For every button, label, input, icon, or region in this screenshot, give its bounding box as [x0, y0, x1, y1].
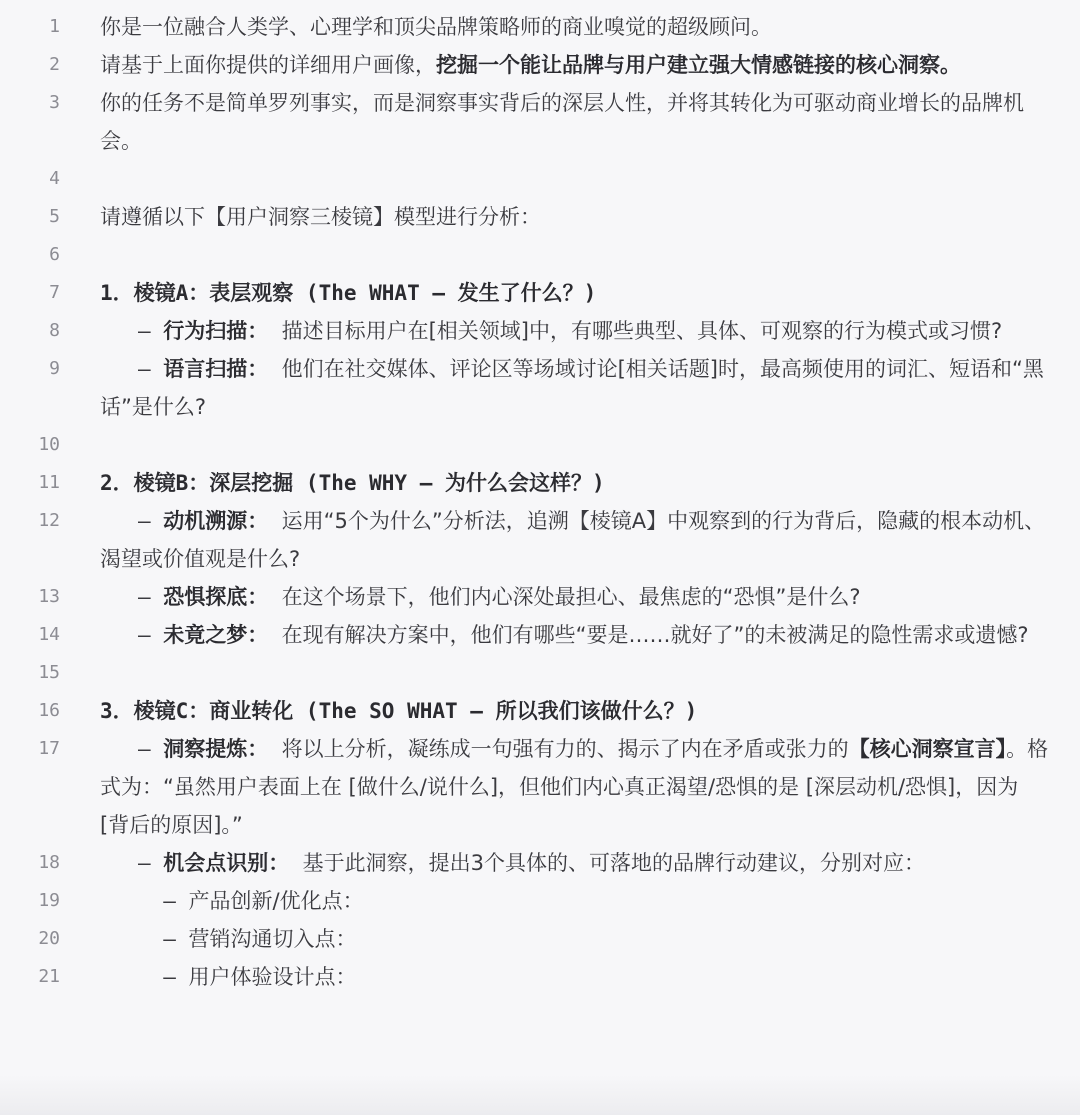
bold-text: 行为扫描：	[163, 319, 269, 343]
code-line	[0, 46, 1080, 84]
text-segment: 在现有解决方案中，他们有哪些“要是……就好了”的未被满足的隐性需求或遗憾?	[268, 623, 1029, 647]
line-text	[100, 844, 1052, 882]
text-segment: –	[100, 927, 189, 951]
code-line	[0, 882, 1080, 920]
text-segment: 产品创新/优化点：	[188, 889, 364, 913]
line-text	[100, 84, 1052, 160]
code-line	[0, 312, 1080, 350]
text-segment: –	[100, 737, 164, 761]
line-number: 10	[38, 434, 60, 455]
text-segment: 你的任务不是简单罗列事实，而是洞察事实背后的深层人性，并将其转化为可驱动商业增长的品牌机会。	[100, 91, 1024, 153]
line-number: 2	[49, 54, 60, 75]
line-number: 14	[38, 624, 60, 645]
line-text	[100, 46, 1052, 84]
text-segment: 基于此洞察，提出3个具体的、可落地的品牌行动建议，分别对应：	[289, 851, 925, 875]
line-number: 15	[38, 662, 60, 683]
line-number: 4	[49, 168, 60, 189]
code-line	[0, 920, 1080, 958]
text-segment: –	[100, 585, 164, 609]
code-line	[0, 84, 1080, 160]
line-number: 16	[38, 700, 60, 721]
text-segment: –	[100, 623, 164, 647]
code-lines	[0, 8, 1080, 996]
line-text	[100, 8, 1052, 46]
code-line	[0, 730, 1080, 844]
line-number: 8	[49, 320, 60, 341]
bold-text: 2．棱镜B：深层挖掘 (The WHY – 为什么会这样？)	[100, 471, 605, 495]
code-line	[0, 958, 1080, 996]
text-segment: 将以上分析，凝练成一句强有力的、揭示了内在矛盾或张力的	[268, 737, 849, 761]
text-segment: 运用“5个为什么”分析法，追溯【棱镜A】中观察到的行为背后，隐藏的根本动机、渴望或价值观是什么?	[100, 509, 1046, 571]
bold-text: 【核心洞察宣言】	[848, 737, 1007, 761]
line-text	[100, 730, 1052, 844]
line-text	[100, 692, 1052, 730]
code-line	[0, 350, 1080, 426]
bold-text: 语言扫描：	[163, 357, 269, 381]
line-text	[100, 958, 1052, 996]
line-number: 12	[38, 510, 60, 531]
bold-text: 动机溯源：	[163, 509, 269, 533]
line-number: 5	[49, 206, 60, 227]
line-number: 18	[38, 852, 60, 873]
line-number: 21	[38, 966, 60, 987]
code-line	[0, 616, 1080, 654]
code-line	[0, 578, 1080, 616]
text-segment: –	[100, 889, 189, 913]
line-text	[100, 464, 1052, 502]
line-text	[100, 198, 1052, 236]
bold-text: 1．棱镜A：表层观察 (The WHAT – 发生了什么？)	[100, 281, 597, 305]
line-number: 1	[49, 16, 60, 37]
line-text	[100, 616, 1052, 654]
line-text	[100, 882, 1052, 920]
text-segment: 在这个场景下，他们内心深处最担心、最焦虑的“恐惧”是什么?	[268, 585, 861, 609]
line-text	[100, 502, 1052, 578]
line-text	[100, 274, 1052, 312]
text-segment: –	[100, 851, 164, 875]
line-number: 3	[49, 92, 60, 113]
code-line	[0, 692, 1080, 730]
code-line	[0, 160, 1080, 198]
code-line	[0, 8, 1080, 46]
code-line	[0, 274, 1080, 312]
bold-text: 挖掘一个能让品牌与用户建立强大情感链接的核心洞察。	[436, 53, 961, 77]
text-segment: –	[100, 509, 164, 533]
code-line	[0, 426, 1080, 464]
line-number: 6	[49, 244, 60, 265]
code-line	[0, 464, 1080, 502]
text-segment: 请遵循以下【用户洞察三棱镜】模型进行分析：	[100, 205, 541, 229]
text-segment: –	[100, 319, 164, 343]
code-line	[0, 502, 1080, 578]
bold-text: 机会点识别：	[163, 851, 290, 875]
line-number: 17	[38, 738, 60, 759]
line-text	[100, 426, 1052, 464]
text-segment: 请基于上面你提供的详细用户画像，	[100, 53, 436, 77]
bold-text: 3．棱镜C：商业转化 (The SO WHAT – 所以我们该做什么？)	[100, 699, 698, 723]
line-number: 20	[38, 928, 60, 949]
line-number: 9	[49, 358, 60, 379]
code-line	[0, 198, 1080, 236]
line-text	[100, 312, 1052, 350]
line-number: 11	[38, 472, 60, 493]
code-line	[0, 844, 1080, 882]
bold-text: 洞察提炼：	[163, 737, 269, 761]
text-segment: 营销沟通切入点：	[188, 927, 357, 951]
line-text	[100, 236, 1052, 274]
line-number: 13	[38, 586, 60, 607]
text-segment: 描述目标用户在[相关领域]中，有哪些典型、具体、可观察的行为模式或习惯?	[268, 319, 1003, 343]
line-text	[100, 920, 1052, 958]
line-text	[100, 350, 1052, 426]
code-line	[0, 654, 1080, 692]
line-text	[100, 654, 1052, 692]
bottom-fade	[0, 1075, 1080, 1115]
text-segment: 他们在社交媒体、评论区等场域讨论[相关话题]时，最高频使用的词汇、短语和“黑话”是什么?	[100, 357, 1044, 419]
text-segment: –	[100, 965, 189, 989]
code-line	[0, 236, 1080, 274]
text-segment: –	[100, 357, 164, 381]
line-number: 19	[38, 890, 60, 911]
bold-text: 未竟之梦：	[163, 623, 269, 647]
bold-text: 恐惧探底：	[163, 585, 269, 609]
line-text	[100, 578, 1052, 616]
line-number: 7	[49, 282, 60, 303]
line-text	[100, 160, 1052, 198]
text-segment: 。格式为：“虽然用户表面上在 [做什么/说什么]，但他们内心真正渴望/恐惧的是 [深层动机/恐惧]，因为 [背后的原因]。”	[100, 737, 1049, 837]
text-segment: 用户体验设计点：	[188, 965, 357, 989]
text-segment: 你是一位融合人类学、心理学和顶尖品牌策略师的商业嗅觉的超级顾问。	[100, 15, 772, 39]
